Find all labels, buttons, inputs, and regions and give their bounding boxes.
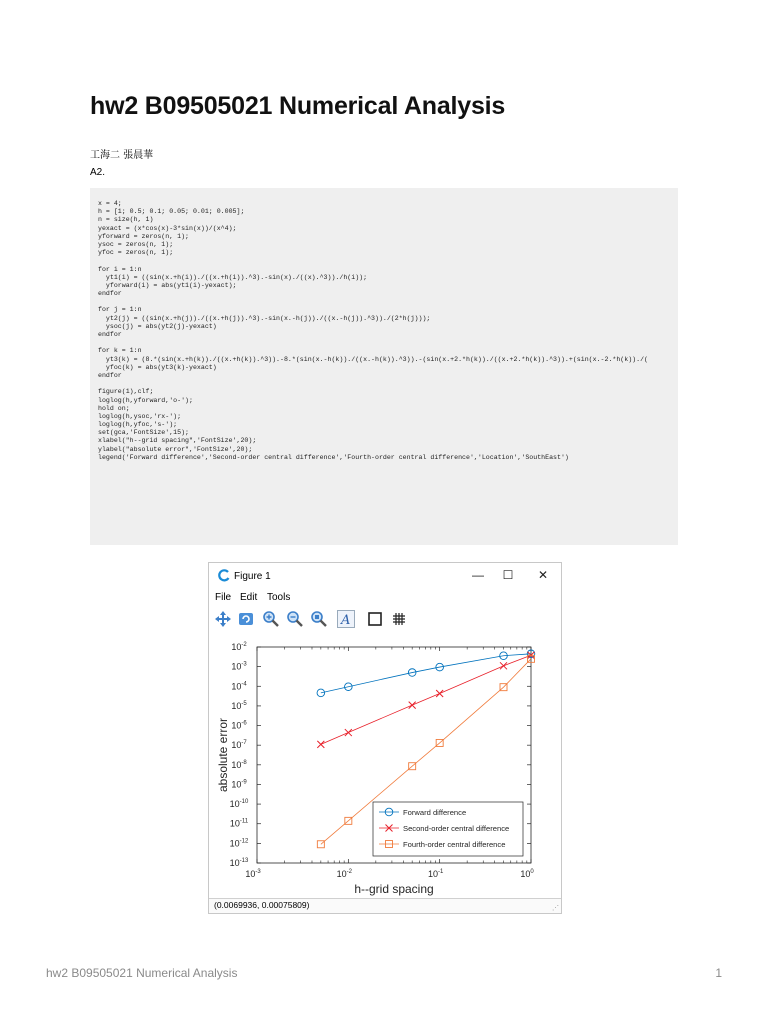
resize-grip-icon[interactable]: ⋰ <box>552 905 559 912</box>
code-line: yt1(i) = ((sin(x.+h(i))./((x.+h(i)).^3).-sin(x)./((x).^3))./h(i)); <box>98 273 368 281</box>
code-line: yt2(j) = ((sin(x.+h(j))./((x.+h(j)).^3).-sin(x.-h(j))./((x.-h(j)).^3))./(2*h(j))); <box>98 314 431 322</box>
code-line: endfor <box>98 331 122 338</box>
code-line: for j = 1:n <box>98 306 142 314</box>
cursor-coordinates: (0.0069936, 0.00075809) <box>214 900 310 910</box>
code-line: x = 4; <box>98 200 122 207</box>
y-tick-label: $10^{-4}$ <box>231 681 247 692</box>
plot-area[interactable] <box>209 631 561 899</box>
code-line: for i = 1:n <box>98 265 142 273</box>
x-tick-label: $10^{-3}$ <box>245 869 261 879</box>
figure-window <box>208 562 562 914</box>
y-tick-label: $10^{-5}$ <box>231 700 247 711</box>
y-tick-label: $10^{-9}$ <box>231 779 247 790</box>
octave-logo-icon <box>217 569 231 583</box>
code-line: yfoc = zeros(n, 1); <box>98 249 174 257</box>
footer-title: hw2 B09505021 Numerical Analysis <box>46 966 238 980</box>
doc-title: hw2 B09505021 Numerical Analysis <box>90 92 506 120</box>
menu-file[interactable]: File <box>215 592 232 603</box>
text-icon[interactable] <box>337 610 355 628</box>
x-tick-label: $10^{-1}$ <box>427 869 444 879</box>
code-line: n = size(h, 1) <box>98 216 154 224</box>
legend-label: Forward difference <box>403 808 467 817</box>
y-tick-label: $10^{-11}$ <box>229 818 249 829</box>
box-icon[interactable] <box>366 610 384 628</box>
y-tick-label: $10^{-6}$ <box>231 720 247 731</box>
zoom-reset-icon[interactable] <box>310 610 328 628</box>
code-line: hold on; <box>98 404 130 412</box>
legend-label: Fourth-order central difference <box>403 840 506 849</box>
x-tick-label: $10^{-2}$ <box>336 869 353 879</box>
code-line <box>98 339 678 347</box>
maximize-button[interactable]: ☐ <box>502 568 514 582</box>
close-button[interactable]: ✕ <box>537 568 549 582</box>
status-bar <box>209 898 561 913</box>
rotate-icon[interactable] <box>237 610 255 628</box>
svg-text:A: A <box>341 613 351 627</box>
code-line: endfor <box>98 290 122 298</box>
zoom-in-icon[interactable] <box>262 610 280 628</box>
section-label: A2. <box>90 167 106 178</box>
x-tick-label: $10^0$ <box>520 869 534 879</box>
code-line: endfor <box>98 371 122 379</box>
code-line: yfoc(k) = abs(yt3(k)-yexact) <box>98 363 217 371</box>
code-line: ysoc = zeros(n, 1); <box>98 240 174 248</box>
code-line: yforward = zeros(n, 1); <box>98 232 190 240</box>
code-line <box>98 380 678 388</box>
zoom-out-icon[interactable] <box>286 610 304 628</box>
y-tick-label: $10^{-10}$ <box>229 799 249 810</box>
y-tick-label: $10^{-13}$ <box>229 858 249 868</box>
y-tick-label: $10^{-3}$ <box>231 661 247 672</box>
minimize-button[interactable]: — <box>472 568 484 582</box>
loglog-chart <box>209 631 561 899</box>
code-line: loglog(h,ysoc,'rx-'); <box>98 412 182 420</box>
code-line: h = [1; 0.5; 0.1; 0.05; 0.01; 0.005]; <box>98 208 245 216</box>
code-line: loglog(h,yforward,'o-'); <box>98 396 193 404</box>
code-line: yforward(i) = abs(yt1(i)-yexact); <box>98 281 237 289</box>
code-line: xlabel("h--grid spacing",'FontSize',20); <box>98 437 257 445</box>
x-axis-label: h--grid spacing <box>354 882 434 896</box>
code-line: loglog(h,yfoc,'s-'); <box>98 421 178 429</box>
code-line: ysoc(j) = abs(yt2(j)-yexact) <box>98 322 217 330</box>
code-line: set(gca,'FontSize',15); <box>98 429 190 437</box>
figure-title: Figure 1 <box>234 571 271 582</box>
y-tick-label: $10^{-12}$ <box>229 838 249 849</box>
legend-label: Second-order central difference <box>403 824 510 833</box>
code-line <box>98 298 678 306</box>
code-line: legend('Forward difference','Second-order central difference','Fourth-order central difference','Location','SouthEast') <box>98 453 569 461</box>
grid-icon[interactable] <box>390 610 408 628</box>
code-line: yt3(k) = (8.*(sin(x.+h(k))./((x.+h(k)).^3)).-8.*(sin(x.-h(k))./((x.-h(k)).^3)).-(sin(x.+2.*h(k))./((x.+2.*h(k)).^3)).+(sin(x.-2.*h(k))./( <box>98 355 649 363</box>
y-tick-label: $10^{-2}$ <box>231 642 247 652</box>
menu-edit[interactable]: Edit <box>240 592 258 603</box>
code-line: figure(1),clf; <box>98 388 154 396</box>
code-block <box>90 188 678 545</box>
figure-titlebar <box>209 563 561 589</box>
code-line: for k = 1:n <box>98 347 142 355</box>
pan-icon[interactable] <box>214 610 232 628</box>
code-line: yexact = (x*cos(x)-3*sin(x))/(x^4); <box>98 224 237 232</box>
figure-toolbar <box>209 607 561 629</box>
y-tick-label: $10^{-7}$ <box>231 740 247 751</box>
page-number: 1 <box>715 966 722 980</box>
author-line: 工海二 張晨華 <box>90 150 154 161</box>
y-axis-label: absolute error <box>216 717 230 793</box>
code-line <box>98 257 678 265</box>
menu-tools[interactable]: Tools <box>267 592 291 603</box>
code-line: ylabel("absolute error",'FontSize',20); <box>98 445 253 453</box>
y-tick-label: $10^{-8}$ <box>231 759 247 770</box>
